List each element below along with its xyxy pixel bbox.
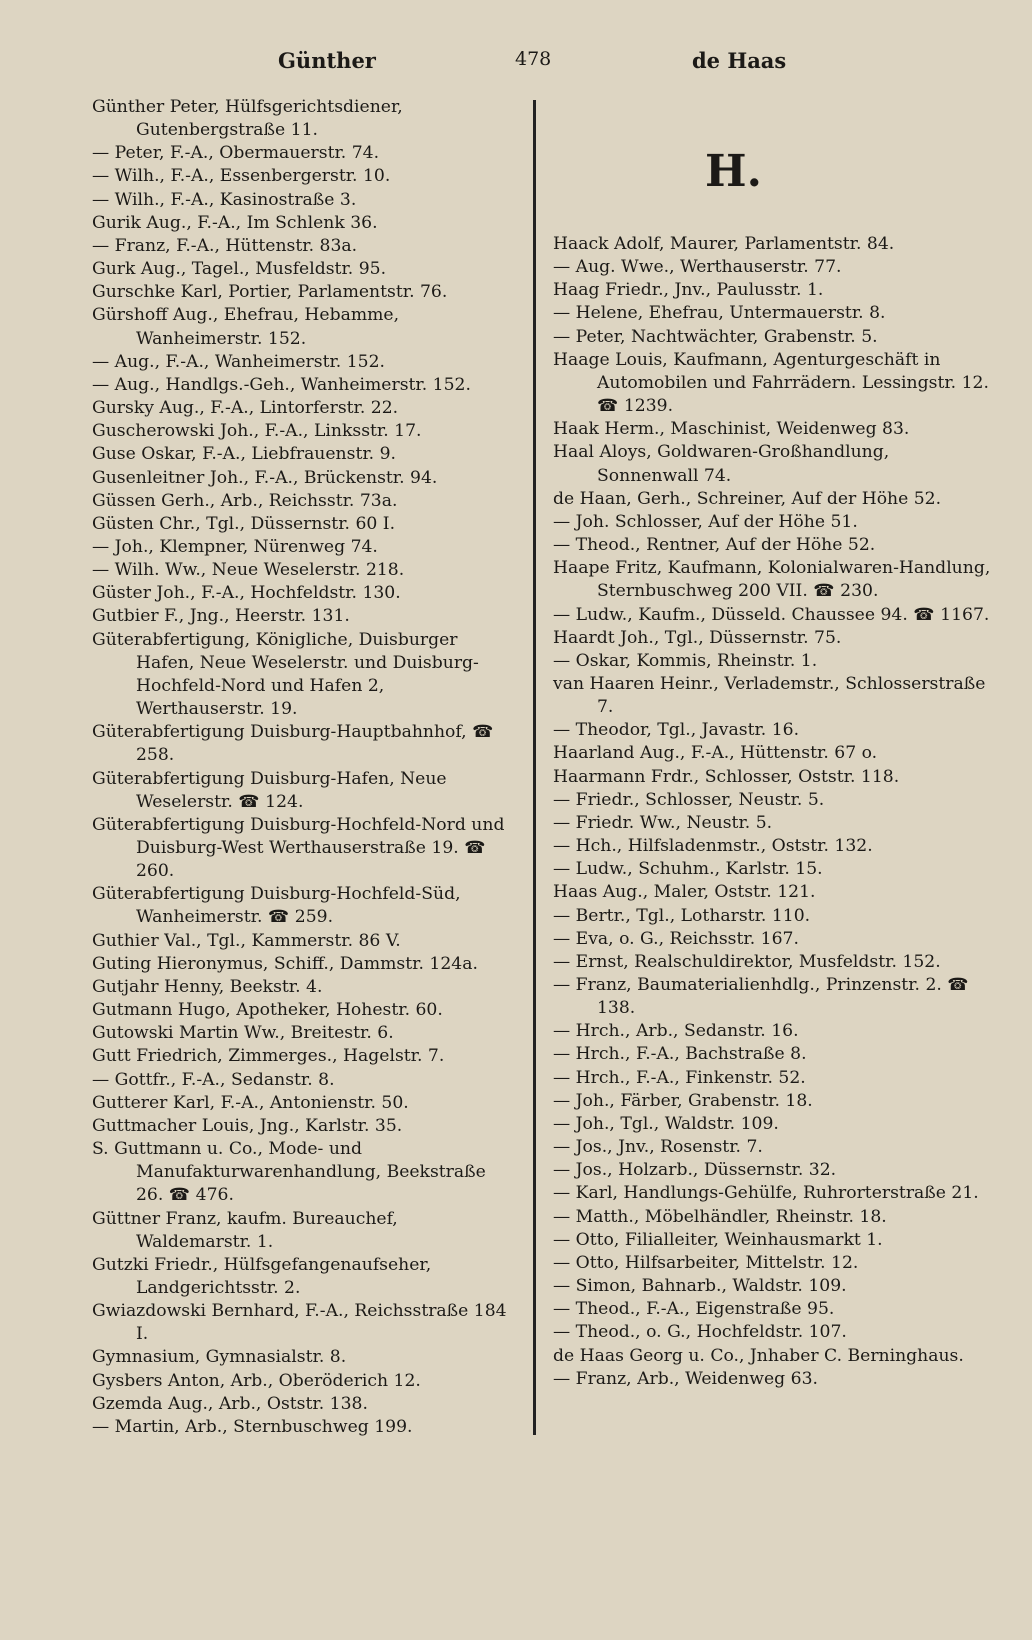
directory-entry: — Martin, Arb., Sternbuschweg 199. — [92, 1416, 413, 1437]
directory-entry: Haack Adolf, Maurer, Parlamentstr. 84. — [553, 234, 895, 254]
directory-entry: Guttmacher Louis, Jng., Karlstr. 35. — [92, 1115, 403, 1136]
directory-entry: Haal Aloys, Goldwaren-Großhandlung, Sonnenwall 74. — [553, 442, 890, 486]
directory-entry: Guting Hieronymus, Schiff., Dammstr. 124a. — [92, 953, 478, 974]
directory-entry: — Hrch., Arb., Sedanstr. 16. — [553, 1021, 799, 1042]
section-letter: H. — [705, 146, 762, 197]
directory-entry: Güterabfertigung Duisburg-Hochfeld-Süd, Wanheimerstr. ☎ 259. — [92, 884, 461, 928]
directory-entry: — Otto, Filialleiter, Weinhausmarkt 1. — [553, 1229, 883, 1250]
directory-entry: — Franz, F.-A., Hüttenstr. 83a. — [92, 235, 358, 256]
directory-entry: de Haas Georg u. Co., Jnhaber C. Berninghaus. — [553, 1345, 964, 1366]
directory-entry: — Theod., o. G., Hochfeldstr. 107. — [553, 1322, 847, 1343]
directory-entry: Guthier Val., Tgl., Kammerstr. 86 V. — [92, 930, 401, 951]
directory-entry: — Aug., Handlgs.-Geh., Wanheimerstr. 152. — [92, 374, 471, 395]
directory-entry: — Peter, F.-A., Obermauerstr. 74. — [92, 143, 380, 164]
directory-entry: Haage Louis, Kaufmann, Agenturgeschäft in Automobilen und Fahrrädern. Lessingstr. 12. ☎ 1239. — [553, 349, 989, 417]
directory-entry: Haape Fritz, Kaufmann, Kolonialwaren-Handlung, Sternbuschweg 200 VII. ☎ 230. — [553, 558, 991, 602]
directory-entry: Guse Oskar, F.-A., Liebfrauenstr. 9. — [92, 444, 396, 465]
directory-entry: Gysbers Anton, Arb., Oberöderich 12. — [92, 1370, 421, 1391]
directory-entry: — Joh. Schlosser, Auf der Höhe 51. — [553, 511, 858, 532]
page-number: 478 — [515, 48, 552, 70]
directory-entry: — Oskar, Kommis, Rheinstr. 1. — [553, 650, 818, 671]
directory-entry: Güssen Gerh., Arb., Reichsstr. 73a. — [92, 490, 398, 511]
directory-entry: Güterabfertigung Duisburg-Hauptbahnhof, ☎ 258. — [92, 722, 494, 766]
right-column — [553, 233, 993, 1391]
directory-entry: — Wilh., F.-A., Kasinostraße 3. — [92, 189, 357, 210]
directory-entry: Haas Aug., Maler, Oststr. 121. — [553, 882, 816, 903]
directory-entry: Gzemda Aug., Arb., Oststr. 138. — [92, 1393, 368, 1414]
directory-entry: — Hch., Hilfsladenmstr., Oststr. 132. — [553, 836, 873, 857]
directory-entry: Haarland Aug., F.-A., Hüttenstr. 67 o. — [553, 743, 878, 764]
directory-entry: Haardt Joh., Tgl., Düssernstr. 75. — [553, 627, 842, 648]
directory-entry: Güttner Franz, kaufm. Bureauchef, Waldemarstr. 1. — [92, 1208, 398, 1252]
directory-entry: — Joh., Tgl., Waldstr. 109. — [553, 1113, 779, 1134]
directory-entry: — Friedr. Ww., Neustr. 5. — [553, 812, 773, 833]
directory-entry: — Franz, Baumaterialienhdlg., Prinzenstr. 2. ☎ 138. — [553, 975, 969, 1019]
directory-entry: Gutbier F., Jng., Heerstr. 131. — [92, 606, 350, 627]
directory-entry: Gurik Aug., F.-A., Im Schlenk 36. — [92, 212, 378, 233]
directory-entry: Guscherowski Joh., F.-A., Linksstr. 17. — [92, 421, 422, 442]
directory-entry: van Haaren Heinr., Verlademstr., Schlosserstraße 7. — [553, 673, 986, 718]
directory-entry: Haak Herm., Maschinist, Weidenweg 83. — [553, 419, 910, 440]
directory-entry: — Joh., Färber, Grabenstr. 18. — [553, 1090, 813, 1111]
directory-entry: Haarmann Frdr., Schlosser, Oststr. 118. — [553, 766, 900, 787]
directory-entry: — Eva, o. G., Reichsstr. 167. — [553, 928, 799, 949]
directory-entry: — Gottfr., F.-A., Sedanstr. 8. — [92, 1069, 335, 1090]
directory-entry: Gutowski Martin Ww., Breitestr. 6. — [92, 1023, 394, 1044]
directory-entry: — Ludw., Schuhm., Karlstr. 15. — [553, 859, 823, 880]
directory-entry: S. Guttmann u. Co., Mode- und Manufakturwarenhandlung, Beekstraße 26. ☎ 476. — [92, 1139, 486, 1206]
directory-entry: Güster Joh., F.-A., Hochfeldstr. 130. — [92, 583, 401, 604]
directory-entry: — Helene, Ehefrau, Untermauerstr. 8. — [553, 303, 886, 324]
directory-entry: Gusenleitner Joh., F.-A., Brückenstr. 94. — [92, 467, 438, 488]
directory-entry: — Hrch., F.-A., Bachstraße 8. — [553, 1044, 807, 1065]
directory-entry: — Aug., F.-A., Wanheimerstr. 152. — [92, 351, 386, 372]
directory-entry: Gürshoff Aug., Ehefrau, Hebamme, Wanheimerstr. 152. — [92, 305, 400, 349]
directory-entry: de Haan, Gerh., Schreiner, Auf der Höhe 52. — [553, 488, 942, 509]
directory-entry: Gymnasium, Gymnasialstr. 8. — [92, 1347, 347, 1368]
running-head-left: Günther — [278, 48, 376, 73]
directory-entry: — Theodor, Tgl., Javastr. 16. — [553, 720, 800, 741]
directory-entry: — Jos., Holzarb., Düssernstr. 32. — [553, 1160, 837, 1181]
directory-entry: — Wilh. Ww., Neue Weselerstr. 218. — [92, 560, 405, 581]
directory-entry: — Matth., Möbelhändler, Rheinstr. 18. — [553, 1206, 887, 1227]
directory-entry: Gurk Aug., Tagel., Musfeldstr. 95. — [92, 259, 387, 280]
directory-entry: — Peter, Nachtwächter, Grabenstr. 5. — [553, 326, 878, 347]
directory-entry: Güsten Chr., Tgl., Düssernstr. 60 I. — [92, 513, 396, 534]
directory-entry: — Aug. Wwe., Werthauserstr. 77. — [553, 257, 842, 278]
running-head-right: de Haas — [692, 48, 787, 73]
directory-entry: Gwiazdowski Bernhard, F.-A., Reichsstraße 184 I. — [92, 1301, 507, 1345]
directory-entry: Günther Peter, Hülfsgerichtsdiener, Gutenbergstraße 11. — [92, 97, 403, 141]
directory-entry: Gutzki Friedr., Hülfsgefangenaufseher, Landgerichtsstr. 2. — [92, 1254, 432, 1298]
directory-entry: — Karl, Handlungs-Gehülfe, Ruhrorterstraße 21. — [553, 1183, 979, 1204]
directory-entry: Gutterer Karl, F.-A., Antonienstr. 50. — [92, 1092, 409, 1113]
directory-entry: — Jos., Jnv., Rosenstr. 7. — [553, 1137, 763, 1158]
directory-entry: Gurschke Karl, Portier, Parlamentstr. 76. — [92, 282, 448, 303]
directory-entry: — Ludw., Kaufm., Düsseld. Chaussee 94. ☎ 1167. — [553, 604, 990, 625]
directory-entry: Gutt Friedrich, Zimmerges., Hagelstr. 7. — [92, 1046, 445, 1067]
directory-entry: — Wilh., F.-A., Essenbergerstr. 10. — [92, 166, 391, 187]
directory-entry: Gutmann Hugo, Apotheker, Hohestr. 60. — [92, 1000, 443, 1021]
column-divider — [533, 100, 536, 1435]
directory-entry: — Franz, Arb., Weidenweg 63. — [553, 1368, 818, 1389]
directory-entry: Güterabfertigung Duisburg-Hafen, Neue Weselerstr. ☎ 124. — [92, 768, 447, 812]
directory-entry: — Theod., F.-A., Eigenstraße 95. — [553, 1299, 835, 1320]
directory-entry: — Ernst, Realschuldirektor, Musfeldstr. 152. — [553, 951, 941, 972]
directory-entry: — Hrch., F.-A., Finkenstr. 52. — [553, 1067, 806, 1088]
directory-entry: — Otto, Hilfsarbeiter, Mittelstr. 12. — [553, 1252, 859, 1273]
directory-entry: Haag Friedr., Jnv., Paulusstr. 1. — [553, 280, 824, 301]
directory-entry: Güterabfertigung, Königliche, Duisburger Hafen, Neue Weselerstr. und Duisburg-Hochfeld-Nord und Hafen 2, Werthauserstr. 19. — [92, 629, 479, 720]
directory-entry: — Bertr., Tgl., Lotharstr. 110. — [553, 905, 811, 926]
directory-entry: Güterabfertigung Duisburg-Hochfeld-Nord und Duisburg-West Werthauserstraße 19. ☎ 260. — [92, 814, 505, 882]
directory-entry: Gursky Aug., F.-A., Lintorferstr. 22. — [92, 398, 399, 419]
directory-entry: — Simon, Bahnarb., Waldstr. 109. — [553, 1276, 847, 1297]
directory-entry: — Friedr., Schlosser, Neustr. 5. — [553, 789, 825, 810]
directory-entry: — Theod., Rentner, Auf der Höhe 52. — [553, 535, 876, 556]
directory-entry: Gutjahr Henny, Beekstr. 4. — [92, 976, 323, 997]
directory-entry: — Joh., Klempner, Nürenweg 74. — [92, 536, 378, 557]
left-column — [92, 96, 517, 1439]
